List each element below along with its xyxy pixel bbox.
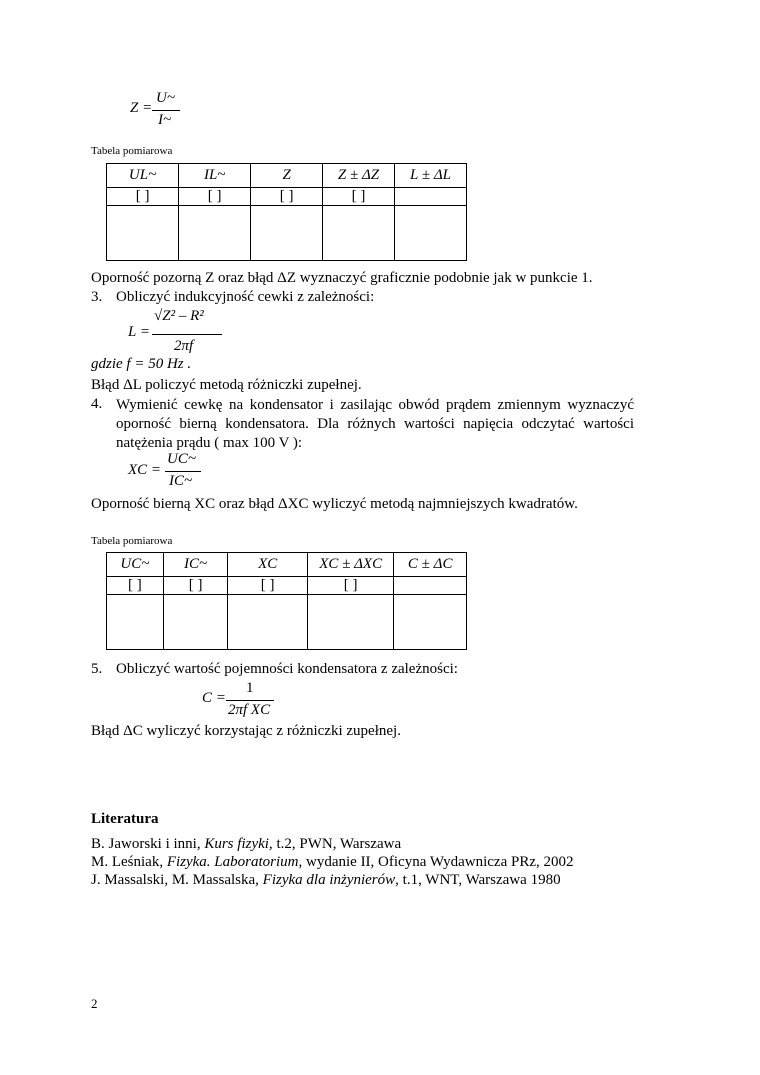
table2-cell xyxy=(394,595,467,650)
table2-unit: [ ] xyxy=(307,577,394,595)
table1-cell xyxy=(179,206,251,261)
formula-l-denominator: 2πf xyxy=(174,338,194,354)
table2-unit xyxy=(394,577,467,595)
table2-caption: Tabela pomiarowa xyxy=(91,535,173,547)
table2-header: XC xyxy=(228,553,307,577)
table1-cell xyxy=(394,206,466,261)
formula-xc-numerator: UC~ xyxy=(167,451,196,467)
formula-xc-denominator: IC~ xyxy=(169,473,193,489)
table1-caption: Tabela pomiarowa xyxy=(91,145,173,157)
table1-unit: [ ] xyxy=(179,188,251,206)
step4-text: Wymienić cewkę na kondensator i zasilając obwód prądem zmiennym wyznaczyć oporność bierną kondensatora. Dla różnych wartości napięcia odczytać wartości natężenia prądu ( max 100 V ): xyxy=(116,397,634,451)
reference-author: B. Jaworski i inni, xyxy=(91,836,205,852)
page-number: 2 xyxy=(91,996,98,1011)
fraction-bar xyxy=(165,471,201,472)
fraction-bar xyxy=(226,700,274,701)
fraction-bar xyxy=(152,110,180,111)
table2-cell xyxy=(307,595,394,650)
table1-header: IL~ xyxy=(179,164,251,188)
table2-cell xyxy=(107,595,164,650)
line-xc: Oporność bierną XC oraz błąd ΔXC wyliczyć metodą najmniejszych kwadratów. xyxy=(91,496,578,512)
table2-header: XC ± ΔXC xyxy=(307,553,394,577)
reference-author: J. Massalski, M. Massalska, xyxy=(91,872,263,888)
formula-l-numerator: √Z² – R² xyxy=(154,308,204,324)
table2-header: C ± ΔC xyxy=(394,553,467,577)
table2-unit: [ ] xyxy=(163,577,228,595)
formula-z-denominator: I~ xyxy=(158,112,172,128)
formula-z-numerator: U~ xyxy=(156,90,175,106)
blad-c-line: Błąd ΔC wyliczyć korzystając z różniczki zupełnej. xyxy=(91,723,401,739)
table1-unit: [ ] xyxy=(251,188,323,206)
table1-unit: [ ] xyxy=(323,188,395,206)
step3-text: Obliczyć indukcyjność cewki z zależności: xyxy=(116,289,375,305)
formula-xc-lhs: XC = xyxy=(128,462,162,478)
step5-number: 5. xyxy=(91,661,103,677)
table2-header: UC~ xyxy=(107,553,164,577)
step5-text: Obliczyć wartość pojemności kondensatora z zależności: xyxy=(116,661,458,677)
table2-unit: [ ] xyxy=(107,577,164,595)
reference-item xyxy=(91,836,401,853)
reference-item xyxy=(91,854,574,871)
measurement-table-2 xyxy=(106,552,467,650)
table1-header: Z xyxy=(251,164,323,188)
table2-cell xyxy=(228,595,307,650)
step3-number: 3. xyxy=(91,289,103,305)
formula-c-numerator: 1 xyxy=(246,680,254,696)
formula-c-lhs: C = xyxy=(202,690,226,706)
line-z-error: Oporność pozorną Z oraz błąd ΔZ wyznaczyć graficznie podobnie jak w punkcie 1. xyxy=(91,270,593,286)
reference-item xyxy=(91,872,561,889)
formula-c-denominator: 2πf XC xyxy=(228,702,271,718)
table1-unit xyxy=(394,188,466,206)
table1-cell xyxy=(107,206,179,261)
table1-unit: [ ] xyxy=(107,188,179,206)
table2-header: IC~ xyxy=(163,553,228,577)
gdzie-line: gdzie f = 50 Hz . xyxy=(91,356,192,372)
table1-header: Z ± ΔZ xyxy=(323,164,395,188)
table2-cell xyxy=(163,595,228,650)
table1-header: L ± ΔL xyxy=(394,164,466,188)
table1-header: UL~ xyxy=(107,164,179,188)
table1-cell xyxy=(323,206,395,261)
reference-title: Kurs fizyki, xyxy=(204,836,273,852)
reference-rest: , t.1, WNT, Warszawa 1980 xyxy=(395,872,561,888)
table2-unit: [ ] xyxy=(228,577,307,595)
reference-rest: t.2, PWN, Warszawa xyxy=(272,836,402,852)
measurement-table-1 xyxy=(106,163,467,261)
reference-author: M. Leśniak, xyxy=(91,854,167,870)
table1-cell xyxy=(251,206,323,261)
formula-z-lhs: Z = xyxy=(130,100,153,116)
blad-l-line: Błąd ΔL policzyć metodą różniczki zupełnej. xyxy=(91,377,362,393)
formula-l-lhs: L = xyxy=(128,324,150,340)
reference-title: Fizyka dla inżynierów xyxy=(262,872,396,888)
fraction-bar xyxy=(152,334,222,335)
reference-title: Fizyka. Laboratorium xyxy=(166,854,299,870)
reference-rest: , wydanie II, Oficyna Wydawnicza PRz, 2002 xyxy=(298,854,574,870)
step4-number: 4. xyxy=(91,396,103,412)
literatura-heading: Literatura xyxy=(91,811,159,827)
